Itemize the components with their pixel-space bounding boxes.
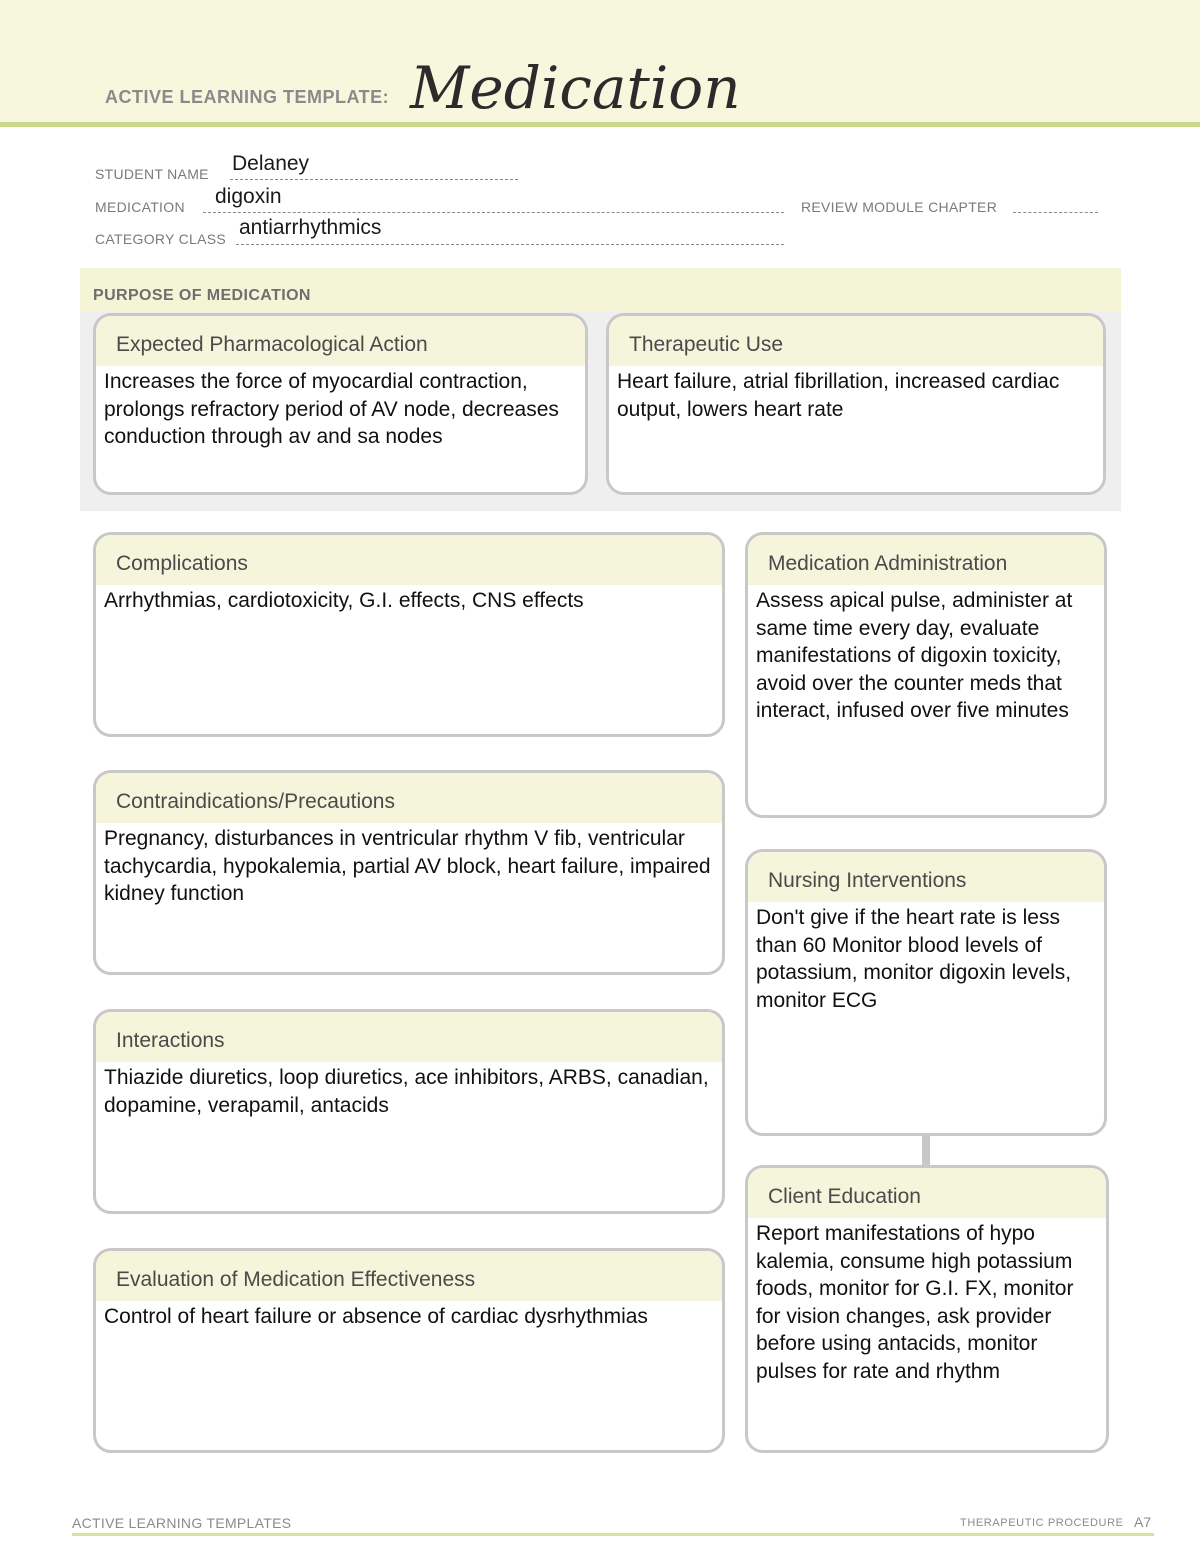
nursing-text[interactable]: Don't give if the heart rate is less than 60 Monitor blood levels of potassium, monitor digoxin levels, monitor ECG <box>756 906 1072 1012</box>
expected-action-title: Expected Pharmacological Action <box>96 316 585 366</box>
student-name-label: STUDENT NAME <box>95 166 209 182</box>
footer-page-number: A7 <box>1134 1514 1152 1530</box>
nursing-title: Nursing Interventions <box>748 852 1104 902</box>
category-class-line <box>236 244 784 245</box>
card-connector <box>922 1135 930 1166</box>
template-label: ACTIVE LEARNING TEMPLATE: <box>105 87 390 107</box>
category-class-value[interactable]: antiarrhythmics <box>239 216 382 239</box>
footer-left: ACTIVE LEARNING TEMPLATES <box>72 1515 292 1531</box>
nursing-card <box>745 849 1107 1136</box>
interactions-title: Interactions <box>96 1012 722 1062</box>
student-name-line <box>230 179 518 180</box>
template-title: Medication <box>410 54 741 122</box>
review-module-line[interactable] <box>1013 212 1098 213</box>
footer-rule <box>72 1533 1154 1536</box>
complications-card <box>93 532 725 737</box>
medication-value[interactable]: digoxin <box>215 185 282 208</box>
education-title: Client Education <box>748 1168 1106 1218</box>
evaluation-card <box>93 1248 725 1453</box>
expected-action-text[interactable]: Increases the force of myocardial contraction, prolongs refractory period of AV node, decreases conduction through av and sa nodes <box>104 370 559 448</box>
purpose-label: PURPOSE OF MEDICATION <box>93 287 311 304</box>
contraindications-card <box>93 770 725 975</box>
evaluation-text[interactable]: Control of heart failure or absence of cardiac dysrhythmias <box>104 1305 648 1328</box>
header-rule <box>0 122 1200 127</box>
complications-text[interactable]: Arrhythmias, cardiotoxicity, G.I. effects, CNS effects <box>104 589 584 612</box>
category-class-label: CATEGORY CLASS <box>95 231 227 247</box>
medication-label: MEDICATION <box>95 199 185 215</box>
therapeutic-use-text[interactable]: Heart failure, atrial fibrillation, increased cardiac output, lowers heart rate <box>617 370 1060 421</box>
therapeutic-use-card <box>606 313 1106 495</box>
review-module-label: REVIEW MODULE CHAPTER <box>801 199 998 215</box>
medication-line <box>203 212 784 213</box>
therapeutic-use-title: Therapeutic Use <box>609 316 1103 366</box>
administration-text[interactable]: Assess apical pulse, administer at same time every day, evaluate manifestations of digoxin toxicity, avoid over the counter meds that interact, infused over five minutes <box>756 589 1073 722</box>
administration-title: Medication Administration <box>748 535 1104 585</box>
contraindications-text[interactable]: Pregnancy, disturbances in ventricular rhythm V fib, ventricular tachycardia, hypokalemia, partial AV block, heart failure, impaired kidney function <box>104 827 711 905</box>
education-text[interactable]: Report manifestations of hypo kalemia, consume high potassium foods, monitor for G.I. FX, monitor for vision changes, ask provider before using antacids, monitor pulses for rate and rhythm <box>756 1222 1074 1383</box>
evaluation-title: Evaluation of Medication Effectiveness <box>96 1251 722 1301</box>
footer-right: THERAPEUTIC PROCEDURE <box>960 1517 1124 1529</box>
administration-card <box>745 532 1107 818</box>
expected-action-card <box>93 313 588 495</box>
student-name-value[interactable]: Delaney <box>232 152 310 175</box>
interactions-text[interactable]: Thiazide diuretics, loop diuretics, ace inhibitors, ARBS, canadian, dopamine, verapamil, antacids <box>104 1066 709 1117</box>
contraindications-title: Contraindications/Precautions <box>96 773 722 823</box>
complications-title: Complications <box>96 535 722 585</box>
education-card <box>745 1165 1109 1453</box>
interactions-card <box>93 1009 725 1214</box>
